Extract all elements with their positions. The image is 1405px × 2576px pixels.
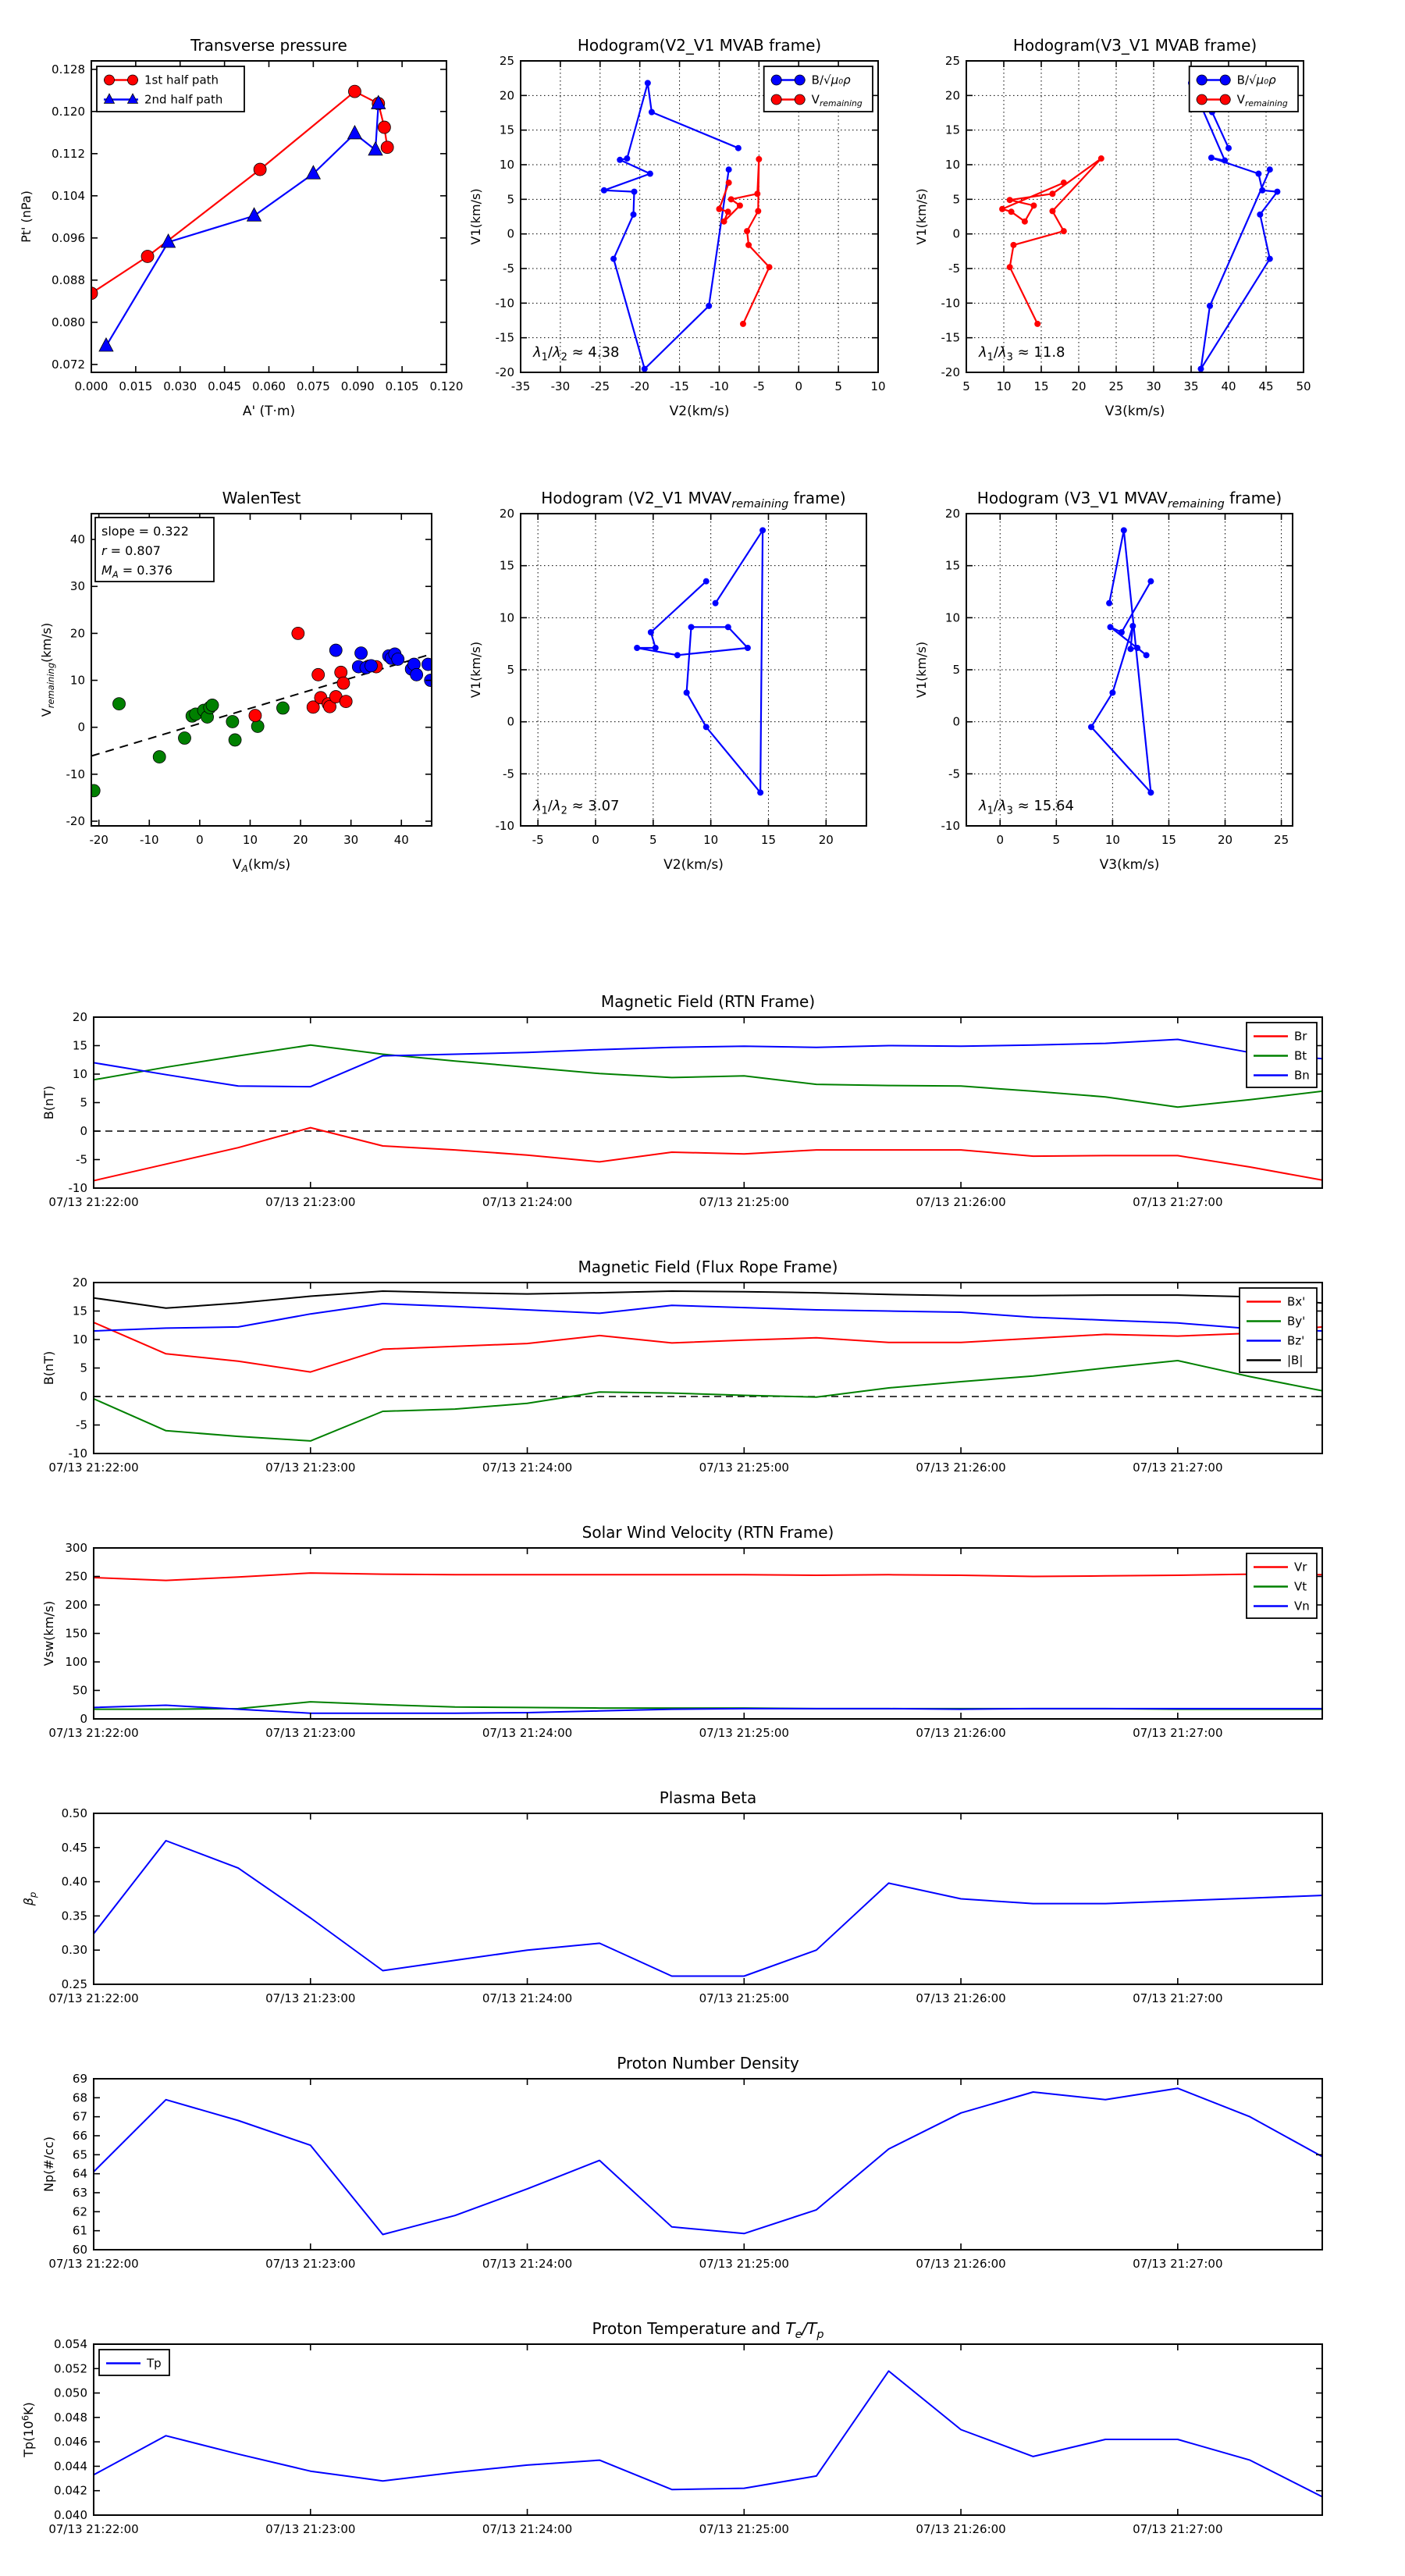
x-axis-label: V3(km/s)	[1104, 404, 1165, 419]
x-tick-label: 07/13 21:26:00	[916, 1195, 1006, 1209]
y-tick-label: 25	[944, 54, 960, 68]
x-tick-label: 10	[870, 379, 886, 393]
stats-line: r = 0.807	[101, 543, 161, 558]
y-tick-label: 200	[65, 1598, 87, 1612]
y-tick-label: -20	[495, 365, 514, 379]
eigenvalue-ratio-note: $\lambda_1/\lambda_3 \approx 11.8$	[979, 344, 1065, 364]
proton-temperature-series-Tp	[94, 2371, 1322, 2496]
y-tick-label: -20	[66, 813, 85, 828]
y-tick-label: -15	[495, 330, 514, 345]
x-tick-label: 07/13 21:23:00	[265, 1726, 356, 1740]
y-tick-label: 0.044	[54, 2459, 87, 2474]
y-tick-label: 50	[72, 1683, 87, 1698]
stats-line: $M_A = 0.376$	[101, 563, 173, 580]
magnetic-field-rtn-series-Bt	[94, 1045, 1322, 1108]
plot-solar-wind-velocity	[41, 1523, 1322, 1740]
transverse-pressure-legend	[97, 66, 244, 112]
x-tick-label: 07/13 21:24:00	[482, 1991, 573, 2005]
y-tick-label: 0	[80, 1389, 87, 1404]
y-tick-label: 0	[952, 714, 960, 729]
legend-label: B/√μ₀ρ	[811, 73, 851, 87]
y-tick-label: 63	[72, 2186, 87, 2200]
x-tick-label: 07/13 21:24:00	[482, 1461, 573, 1475]
legend-label: 1st half path	[144, 73, 219, 87]
y-tick-label: -10	[68, 1181, 87, 1195]
hodogram-v2v1-mvab-series-B-over-sqrt-mu0rho	[601, 80, 742, 372]
x-tick-label: 07/13 21:26:00	[916, 1461, 1006, 1475]
x-tick-label: 07/13 21:22:00	[48, 1991, 139, 2005]
x-tick-label: 10	[703, 833, 719, 847]
y-tick-label: -5	[503, 767, 514, 781]
x-tick-label: 07/13 21:22:00	[48, 1461, 139, 1475]
x-tick-label: 0.105	[385, 379, 419, 393]
y-tick-label: -5	[948, 767, 960, 781]
plasma-beta-series-beta-p	[94, 1841, 1322, 1976]
x-tick-label: -5	[752, 379, 765, 393]
legend-label: Vn	[1294, 1599, 1310, 1614]
y-tick-label: 0.25	[61, 1977, 87, 1991]
x-tick-label: 20	[1217, 833, 1233, 847]
ticks	[48, 1010, 1322, 1209]
x-axis-label: V3(km/s)	[1099, 857, 1160, 873]
x-axis-label: A' (T·m)	[242, 404, 296, 419]
y-tick-label: 0.112	[52, 146, 85, 161]
y-tick-label: 0.072	[52, 357, 85, 372]
plot-proton-number-density	[41, 2054, 1322, 2271]
x-tick-label: 07/13 21:23:00	[265, 1461, 356, 1475]
y-tick-label: 15	[499, 123, 514, 137]
x-tick-label: -20	[89, 833, 108, 847]
plot-walen-test	[39, 489, 437, 874]
y-tick-label: 0	[77, 720, 85, 735]
y-tick-label: 15	[944, 123, 960, 137]
y-tick-label: 10	[72, 1332, 87, 1347]
y-tick-label: 5	[507, 663, 514, 677]
magnetic-field-flux-rope-series-Bz-prime	[94, 1304, 1322, 1331]
y-tick-label: 20	[69, 626, 85, 641]
plot-title: Magnetic Field (RTN Frame)	[600, 992, 816, 1011]
x-tick-label: 07/13 21:23:00	[265, 2522, 356, 2536]
y-tick-label: 0.096	[52, 230, 85, 245]
y-tick-label: 0	[80, 1124, 87, 1138]
y-tick-label: 15	[499, 558, 514, 573]
y-tick-label: 0.120	[52, 104, 85, 119]
axes-frame	[94, 1813, 1322, 1984]
legend-label: Vr	[1294, 1560, 1307, 1574]
y-tick-label: -5	[503, 262, 514, 276]
x-tick-label: 15	[760, 833, 777, 847]
x-tick-label: -15	[670, 379, 689, 393]
legend-label: Bt	[1294, 1048, 1307, 1063]
x-tick-label: 0.045	[208, 379, 242, 393]
y-axis-label: $\beta_p$	[21, 1891, 38, 1906]
y-tick-label: 68	[72, 2090, 87, 2105]
x-tick-label: 15	[1161, 833, 1176, 847]
y-tick-label: 0.45	[61, 1840, 87, 1855]
y-tick-label: -20	[941, 365, 960, 379]
legend-label: Bn	[1294, 1068, 1310, 1083]
x-tick-label: -10	[140, 833, 159, 847]
y-tick-label: -15	[941, 330, 960, 345]
legend-label: Br	[1294, 1029, 1307, 1044]
x-tick-label: 07/13 21:22:00	[48, 2522, 139, 2536]
legend-label: 2nd half path	[144, 92, 223, 107]
x-tick-label: 07/13 21:22:00	[48, 1195, 139, 1209]
y-tick-label: -10	[941, 296, 960, 311]
hodogram-v2v1-mvab-legend	[764, 66, 873, 112]
y-tick-label: -5	[948, 262, 960, 276]
x-tick-label: 07/13 21:27:00	[1133, 1461, 1223, 1475]
y-tick-label: 0.30	[61, 1943, 87, 1958]
x-tick-label: 07/13 21:25:00	[699, 1461, 789, 1475]
plot-title: Solar Wind Velocity (RTN Frame)	[582, 1523, 834, 1542]
plot-title: Hodogram (V3_V1 $MVAV_{remaining}$ frame)	[976, 489, 1282, 511]
plot-title: Hodogram(V2_V1 MVAB frame)	[577, 36, 822, 55]
x-tick-label: 5	[962, 379, 970, 393]
ticks	[48, 2337, 1322, 2536]
solar-wind-velocity-legend	[1247, 1553, 1317, 1618]
legend-label: Bx'	[1287, 1294, 1306, 1309]
x-axis-label: V2(km/s)	[663, 857, 724, 873]
x-tick-label: 07/13 21:26:00	[916, 2257, 1006, 2271]
y-tick-label: 0.35	[61, 1909, 87, 1923]
plot-hodogram-v3v1-mvav	[914, 489, 1293, 873]
axes-frame	[94, 1017, 1322, 1188]
x-tick-label: 07/13 21:23:00	[265, 1991, 356, 2005]
plot-magnetic-field-flux-rope	[41, 1258, 1322, 1475]
x-tick-label: 5	[834, 379, 842, 393]
x-tick-label: -35	[510, 379, 531, 393]
y-axis-label: V1(km/s)	[914, 188, 929, 245]
y-tick-label: 15	[944, 558, 960, 573]
stats-line: slope = 0.322	[101, 524, 189, 539]
y-tick-label: 10	[499, 610, 514, 625]
x-tick-label: 40	[1221, 379, 1236, 393]
y-tick-label: 20	[944, 507, 960, 521]
x-tick-label: 50	[1296, 379, 1311, 393]
y-tick-label: 5	[507, 192, 514, 207]
x-tick-label: 25	[1274, 833, 1289, 847]
x-tick-label: 0.120	[429, 379, 464, 393]
x-tick-label: 07/13 21:26:00	[916, 2522, 1006, 2536]
x-tick-label: 0	[795, 379, 802, 393]
y-tick-label: 20	[944, 88, 960, 103]
y-tick-label: 20	[499, 88, 514, 103]
y-tick-label: 0.054	[54, 2337, 87, 2351]
y-tick-label: 15	[72, 1038, 87, 1053]
hodogram-v2v1-mvab-series-V-remaining	[716, 156, 772, 327]
x-tick-label: 07/13 21:25:00	[699, 1991, 789, 2005]
y-axis-label: $Tp(10^6K)$	[20, 2402, 36, 2457]
x-tick-label: 10	[1104, 833, 1120, 847]
axes-frame	[94, 1548, 1322, 1719]
y-tick-label: 40	[69, 532, 85, 547]
y-tick-label: 0.104	[52, 188, 85, 203]
solar-wind-velocity-series-Vr	[94, 1573, 1322, 1581]
y-tick-label: 65	[72, 2147, 87, 2162]
y-tick-label: 20	[499, 507, 514, 521]
y-axis-label: Vsw(km/s)	[41, 1600, 56, 1667]
legend-label: $V_{remaining}$	[811, 92, 863, 109]
x-tick-label: 07/13 21:26:00	[916, 1991, 1006, 2005]
y-axis-label: B(nT)	[41, 1085, 56, 1120]
x-tick-label: -20	[630, 379, 649, 393]
y-axis-label: B(nT)	[41, 1350, 56, 1386]
x-tick-label: 07/13 21:27:00	[1133, 1991, 1223, 2005]
y-tick-label: -10	[495, 296, 514, 311]
transverse-pressure-series-1st-half-path	[85, 85, 393, 300]
y-tick-label: 64	[72, 2166, 87, 2181]
x-tick-label: 20	[1071, 379, 1087, 393]
plot-magnetic-field-rtn	[41, 992, 1322, 1209]
x-tick-label: -5	[532, 833, 544, 847]
solar-wind-velocity-series-Vn	[94, 1706, 1322, 1713]
plot-proton-temperature	[20, 2319, 1322, 2536]
x-tick-label: 35	[1183, 379, 1199, 393]
x-tick-label: 0	[996, 833, 1005, 847]
y-tick-label: 0	[507, 226, 514, 241]
x-tick-label: 10	[242, 833, 258, 847]
y-tick-label: 62	[72, 2204, 87, 2219]
y-tick-label: 20	[72, 1010, 87, 1024]
plot-title: Plasma Beta	[659, 1788, 757, 1807]
hodogram-v3v1-mvav-series-V-hodogram	[1088, 527, 1154, 795]
x-tick-label: 07/13 21:25:00	[699, 2522, 789, 2536]
ticks	[496, 507, 867, 847]
y-tick-label: -5	[76, 1152, 87, 1167]
x-tick-label: 20	[818, 833, 834, 847]
y-axis-label: V1(km/s)	[468, 188, 483, 245]
x-tick-label: 07/13 21:27:00	[1133, 1195, 1223, 1209]
x-tick-label: 07/13 21:24:00	[482, 2522, 573, 2536]
y-tick-label: 100	[65, 1655, 87, 1669]
x-tick-label: 0.060	[252, 379, 286, 393]
y-tick-label: 10	[72, 1067, 87, 1081]
y-axis-label: Np(#/cc)	[41, 2137, 56, 2192]
proton-number-density-series-Np	[94, 2088, 1322, 2234]
x-tick-label: 0.030	[163, 379, 197, 393]
y-tick-label: -10	[66, 767, 85, 781]
legend-label: Bz'	[1287, 1333, 1305, 1348]
hodogram-v3v1-mvab-legend	[1190, 66, 1298, 112]
grid	[521, 514, 866, 826]
x-tick-label: 07/13 21:24:00	[482, 1726, 573, 1740]
y-tick-label: 0.40	[61, 1874, 87, 1889]
magnetic-field-rtn-series-Br	[94, 1128, 1322, 1181]
y-axis-label: $V_{remaining}(km/s)$	[39, 622, 56, 717]
y-tick-label: -10	[495, 819, 514, 833]
y-tick-label: 0.048	[54, 2410, 87, 2425]
x-tick-label: 40	[393, 833, 409, 847]
ticks	[48, 2072, 1322, 2271]
y-axis-label: V1(km/s)	[914, 641, 929, 699]
hodogram-v2v1-mvav-series-V-hodogram	[634, 527, 766, 795]
y-tick-label: 5	[952, 663, 960, 677]
axes-frame	[94, 2079, 1322, 2250]
x-tick-label: 07/13 21:27:00	[1133, 1726, 1223, 1740]
x-tick-label: 07/13 21:24:00	[482, 2257, 573, 2271]
hodogram-v3v1-mvab-series-V-remaining	[999, 155, 1104, 327]
y-tick-label: 0.052	[54, 2361, 87, 2376]
plot-title: Transverse pressure	[190, 36, 347, 55]
grid	[966, 514, 1293, 826]
y-tick-label: 5	[952, 192, 960, 207]
y-tick-label: 61	[72, 2223, 87, 2238]
x-tick-label: -10	[710, 379, 729, 393]
plot-title: Magnetic Field (Flux Rope Frame)	[578, 1258, 838, 1276]
y-tick-label: 0.046	[54, 2435, 87, 2450]
x-tick-label: 07/13 21:24:00	[482, 1195, 573, 1209]
x-tick-label: 07/13 21:23:00	[265, 2257, 356, 2271]
y-tick-label: 0.042	[54, 2483, 87, 2498]
y-tick-label: 0.050	[54, 2386, 87, 2400]
x-tick-label: 10	[996, 379, 1012, 393]
plot-hodogram-v3v1-mvab	[914, 36, 1311, 419]
x-tick-label: 07/13 21:25:00	[699, 2257, 789, 2271]
x-tick-label: 07/13 21:27:00	[1133, 2257, 1223, 2271]
eigenvalue-ratio-note: $\lambda_1/\lambda_2 \approx 3.07$	[533, 798, 620, 817]
magnetic-field-rtn-series-Bn	[94, 1040, 1322, 1087]
legend-label: Tp	[147, 2356, 162, 2371]
y-tick-label: 10	[69, 673, 85, 688]
legend-label: Vt	[1294, 1579, 1307, 1594]
y-tick-label: 60	[72, 2243, 87, 2257]
y-tick-label: 10	[944, 610, 960, 625]
plot-transverse-pressure	[19, 36, 463, 419]
plot-title: WalenTest	[222, 489, 301, 507]
y-tick-label: 0.040	[54, 2508, 87, 2522]
plot-title: Hodogram(V3_V1 MVAB frame)	[1012, 36, 1257, 55]
x-tick-label: 07/13 21:23:00	[265, 1195, 356, 1209]
y-tick-label: 69	[72, 2072, 87, 2086]
y-tick-label: 15	[72, 1304, 87, 1318]
y-tick-label: -10	[941, 819, 960, 833]
x-tick-label: 30	[1146, 379, 1161, 393]
proton-temperature-legend	[99, 2350, 169, 2375]
magnetic-field-flux-rope-series-B-magnitude	[94, 1291, 1322, 1308]
magnetic-field-rtn-legend	[1247, 1023, 1317, 1087]
y-axis-label: V1(km/s)	[468, 641, 483, 699]
x-tick-label: 0.075	[296, 379, 330, 393]
y-tick-label: 30	[69, 579, 85, 594]
y-tick-label: 67	[72, 2109, 87, 2124]
y-tick-label: 0.50	[61, 1806, 87, 1820]
plot-hodogram-v2v1-mvab	[468, 36, 886, 419]
y-tick-label: -10	[68, 1446, 87, 1461]
legend-label: $V_{remaining}$	[1236, 92, 1288, 109]
y-tick-label: 66	[72, 2129, 87, 2143]
x-tick-label: 25	[1108, 379, 1124, 393]
plot-plasma-beta	[21, 1788, 1322, 2005]
x-tick-label: 15	[1033, 379, 1049, 393]
y-tick-label: 5	[80, 1095, 87, 1110]
x-tick-label: 30	[343, 833, 359, 847]
legend-label: |B|	[1287, 1353, 1304, 1368]
axes-frame	[94, 1283, 1322, 1453]
x-tick-label: -30	[550, 379, 571, 393]
y-tick-label: 0.080	[52, 315, 85, 329]
plot-title: Proton Number Density	[617, 2054, 799, 2073]
y-tick-label: 10	[499, 158, 514, 172]
eigenvalue-ratio-note: $\lambda_1/\lambda_3 \approx 15.64$	[979, 798, 1074, 817]
y-tick-label: 250	[65, 1569, 87, 1584]
y-tick-label: 0.128	[52, 62, 85, 76]
y-tick-label: 0	[952, 226, 960, 241]
y-tick-label: 0.088	[52, 272, 85, 287]
y-axis-label: Pt' (nPa)	[19, 190, 34, 243]
legend-label: By'	[1287, 1314, 1306, 1329]
x-tick-label: 0	[196, 833, 204, 847]
x-tick-label: 07/13 21:22:00	[48, 2257, 139, 2271]
legend-label: B/√μ₀ρ	[1236, 73, 1276, 87]
x-tick-label: 5	[649, 833, 657, 847]
x-tick-label: 07/13 21:26:00	[916, 1726, 1006, 1740]
y-tick-label: 150	[65, 1626, 87, 1641]
x-tick-label: 45	[1258, 379, 1274, 393]
y-tick-label: 0	[507, 714, 514, 729]
x-tick-label: 07/13 21:25:00	[699, 1726, 789, 1740]
x-tick-label: 07/13 21:25:00	[699, 1195, 789, 1209]
x-tick-label: -25	[590, 379, 610, 393]
x-tick-label: 07/13 21:27:00	[1133, 2522, 1223, 2536]
x-tick-label: 0.000	[74, 379, 108, 393]
y-tick-label: 5	[80, 1361, 87, 1375]
eigenvalue-ratio-note: $\lambda_1/\lambda_2 \approx 4.38$	[533, 344, 620, 364]
magnetic-field-flux-rope-series-By-prime	[94, 1361, 1322, 1441]
x-tick-label: 5	[1052, 833, 1061, 847]
magnetic-field-flux-rope-legend	[1240, 1288, 1317, 1372]
plot-hodogram-v2v1-mvav	[468, 489, 866, 873]
y-tick-label: 20	[72, 1276, 87, 1290]
y-tick-label: 0	[80, 1712, 87, 1726]
plot-title: Hodogram (V2_V1 $MVAV_{remaining}$ frame)	[541, 489, 846, 511]
transverse-pressure-series-2nd-half-path	[99, 92, 386, 351]
plot-title: Proton Temperature and $T_e/T_p$	[592, 2319, 824, 2341]
y-tick-label: 300	[65, 1541, 87, 1555]
x-tick-label: 20	[293, 833, 308, 847]
y-tick-label: 10	[944, 158, 960, 172]
x-tick-label: 07/13 21:22:00	[48, 1726, 139, 1740]
x-axis-label: V2(km/s)	[669, 404, 730, 419]
ticks	[48, 1541, 1322, 1740]
x-tick-label: 0	[592, 833, 599, 847]
y-tick-label: 25	[499, 54, 514, 68]
x-tick-label: 0.090	[340, 379, 375, 393]
y-tick-label: -5	[76, 1418, 87, 1432]
x-tick-label: 0.015	[119, 379, 153, 393]
hodogram-v3v1-mvab-series-B-over-sqrt-mu0rho	[1188, 80, 1280, 372]
x-axis-label: $V_A(km/s)$	[232, 857, 291, 875]
